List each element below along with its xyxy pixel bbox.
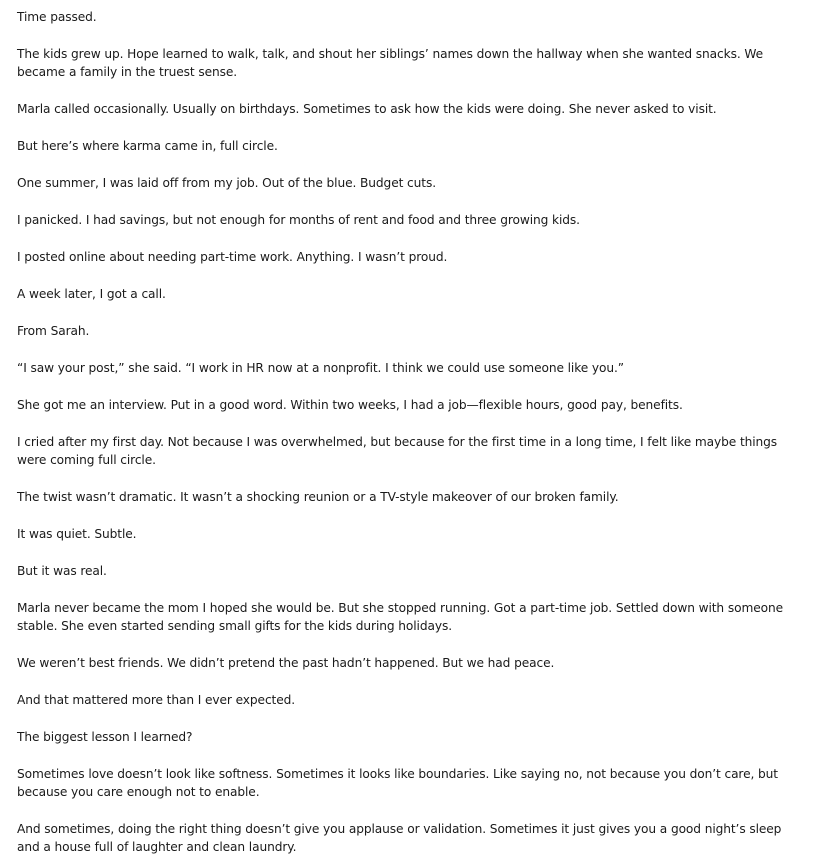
- paragraph: A week later, I got a call.: [17, 287, 166, 301]
- paragraph: And sometimes, doing the right thing doesn’t give you applause or validation. Sometimes it just gives you a good night’s sleep and a house full of laughter and clean laundry.: [17, 822, 782, 854]
- paragraph: And that mattered more than I ever expected.: [17, 693, 296, 707]
- paragraph: Marla never became the mom I hoped she would be. But she stopped running. Got a part-time job. Settled down with someone stable. She even started sending small gifts for the kids during holidays.: [17, 601, 783, 633]
- paragraph: We weren’t best friends. We didn’t pretend the past hadn’t happened. But we had peace.: [17, 656, 555, 670]
- paragraph: It was quiet. Subtle.: [17, 527, 137, 541]
- paragraph: Sometimes love doesn’t look like softness. Sometimes it looks like boundaries. Like saying no, not because you don’t care, but because you care enough not to enable.: [17, 767, 778, 799]
- paragraph: She got me an interview. Put in a good word. Within two weeks, I had a job—flexible hours, good pay, benefits.: [17, 398, 683, 412]
- paragraph: Marla called occasionally. Usually on birthdays. Sometimes to ask how the kids were doing. She never asked to visit.: [17, 102, 717, 116]
- paragraph: One summer, I was laid off from my job. Out of the blue. Budget cuts.: [17, 176, 436, 190]
- paragraph: But here’s where karma came in, full circle.: [17, 139, 278, 153]
- paragraph: I panicked. I had savings, but not enough for months of rent and food and three growing kids.: [17, 213, 580, 227]
- paragraph: But it was real.: [17, 564, 107, 578]
- paragraph: The biggest lesson I learned?: [17, 730, 193, 744]
- paragraph: The twist wasn’t dramatic. It wasn’t a shocking reunion or a TV-style makeover of our broken family.: [17, 490, 619, 504]
- paragraph: The kids grew up. Hope learned to walk, talk, and shout her siblings’ names down the hallway when she wanted snacks. We became a family in the truest sense.: [17, 47, 764, 79]
- paragraph: I cried after my first day. Not because I was overwhelmed, but because for the first time in a long time, I felt like maybe things were coming full circle.: [17, 435, 778, 467]
- paragraph: “I saw your post,” she said. “I work in HR now at a nonprofit. I think we could use someone like you.”: [17, 361, 624, 375]
- paragraph: Time passed.: [17, 10, 97, 24]
- paragraph: I posted online about needing part-time work. Anything. I wasn’t proud.: [17, 250, 448, 264]
- paragraph: From Sarah.: [17, 324, 90, 338]
